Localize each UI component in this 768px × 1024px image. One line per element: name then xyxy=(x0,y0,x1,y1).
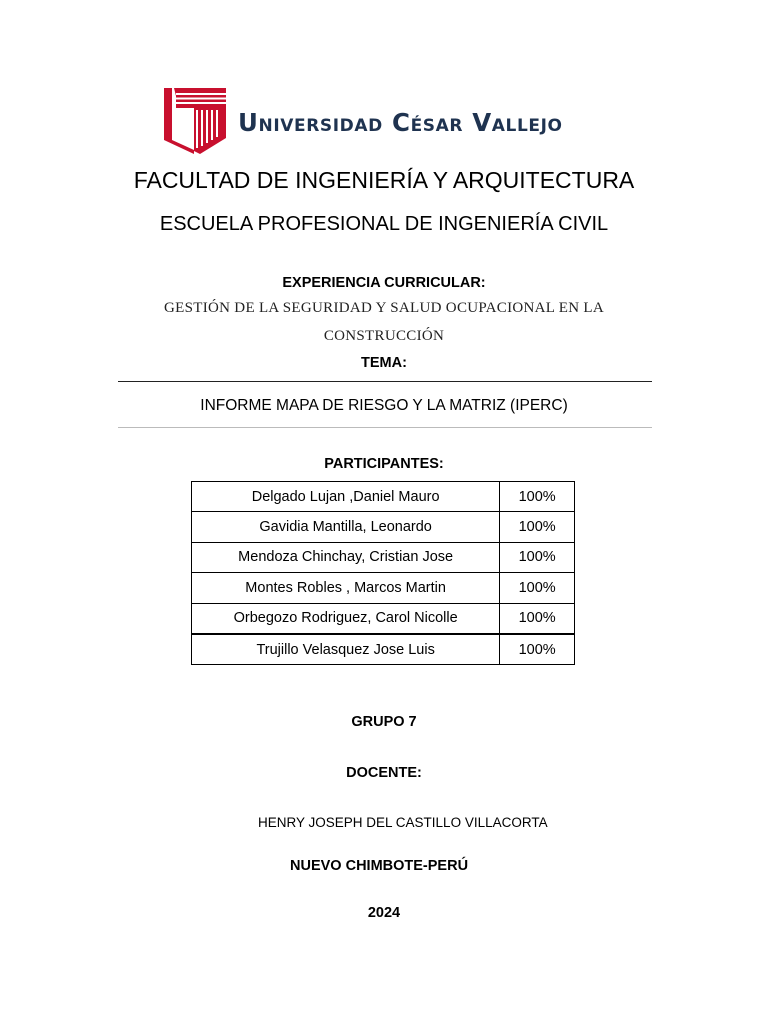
university-logo-shield xyxy=(164,88,226,154)
table-row xyxy=(192,634,575,665)
group-label: GRUPO 7 xyxy=(351,714,417,730)
participant-percentage: 100% xyxy=(500,482,575,512)
faculty-title: FACULTAD DE INGENIERÍA Y ARQUITECTURA xyxy=(133,167,635,193)
participant-name: Orbegozo Rodriguez, Carol Nicolle xyxy=(192,603,500,634)
participant-name: Trujillo Velasquez Jose Luis xyxy=(192,634,500,665)
table-row xyxy=(192,573,575,603)
participant-percentage: 100% xyxy=(500,573,575,603)
table-row xyxy=(192,603,575,634)
course-name-line1: GESTIÓN DE LA SEGURIDAD Y SALUD OCUPACIONAL EN LA xyxy=(164,300,604,316)
participants-label: PARTICIPANTES: xyxy=(324,456,444,472)
course-label: EXPERIENCIA CURRICULAR: xyxy=(282,275,486,291)
participant-percentage: 100% xyxy=(500,512,575,542)
participant-percentage: 100% xyxy=(500,634,575,665)
participant-name: Gavidia Mantilla, Leonardo xyxy=(192,512,500,542)
shield-icon xyxy=(164,88,226,154)
participant-percentage: 100% xyxy=(500,603,575,634)
participants-table xyxy=(191,481,575,665)
divider xyxy=(118,427,652,428)
teacher-label: DOCENTE: xyxy=(346,765,422,781)
participant-name: Delgado Lujan ,Daniel Mauro xyxy=(192,482,500,512)
table-row xyxy=(192,482,575,512)
topic-label: TEMA: xyxy=(361,355,407,371)
year: 2024 xyxy=(367,905,401,921)
location: NUEVO CHIMBOTE-PERÚ xyxy=(290,858,469,874)
university-name: Universidad César Vallejo xyxy=(238,108,563,137)
divider xyxy=(118,381,652,382)
school-title: ESCUELA PROFESIONAL DE INGENIERÍA CIVIL xyxy=(159,213,609,235)
teacher-name: HENRY JOSEPH DEL CASTILLO VILLACORTA xyxy=(258,815,548,830)
participant-name: Mendoza Chinchay, Cristian Jose xyxy=(192,542,500,572)
participant-name: Montes Robles , Marcos Martin xyxy=(192,573,500,603)
table-row xyxy=(192,512,575,542)
topic-title: INFORME MAPA DE RIESGO Y LA MATRIZ (IPERC) xyxy=(200,397,568,414)
table-row xyxy=(192,542,575,572)
course-name-line2: CONSTRUCCIÓN xyxy=(323,328,445,344)
participant-percentage: 100% xyxy=(500,542,575,572)
